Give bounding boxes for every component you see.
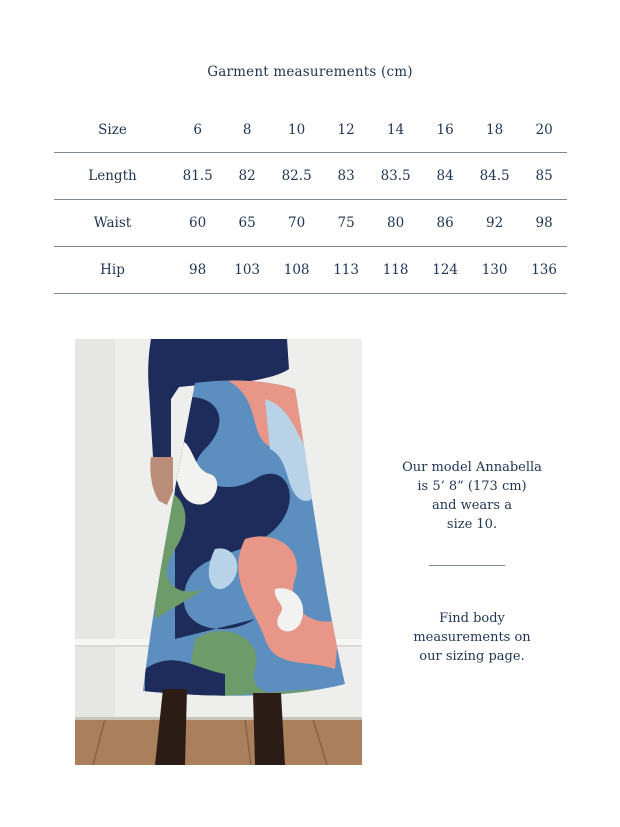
table-cell: 103	[234, 262, 261, 278]
table-cell: 130	[481, 262, 508, 278]
table-cell: 98	[535, 215, 553, 231]
row-label: Hip	[100, 262, 125, 278]
table-cell: 70	[288, 215, 306, 231]
model-note	[382, 458, 562, 534]
sizing-note-line: Find body	[439, 611, 505, 626]
table-cell: 108	[283, 262, 310, 278]
size-header-cell: 6	[193, 122, 202, 138]
table-cell: 84.5	[479, 168, 510, 184]
table-cell: 60	[189, 215, 207, 231]
sizing-note-line: measurements on	[413, 630, 531, 645]
size-header-cell: 8	[242, 122, 252, 138]
table-cell: 80	[387, 215, 405, 231]
size-header-row	[54, 108, 567, 153]
table-row-waist	[54, 200, 567, 247]
page-title: Garment measurements (cm)	[207, 64, 413, 80]
row-label: Length	[88, 168, 137, 184]
model-note-line: size 10.	[446, 517, 498, 532]
sizing-note	[382, 609, 562, 666]
size-header-label: Size	[98, 122, 127, 138]
table-cell: 136	[531, 262, 557, 278]
size-table	[54, 108, 567, 294]
table-cell: 98	[189, 262, 207, 278]
table-cell: 118	[382, 262, 409, 278]
divider	[429, 565, 505, 566]
table-row-hip	[54, 247, 567, 294]
size-header-cell: 18	[486, 122, 504, 138]
sizing-note-line: our sizing page.	[419, 649, 525, 664]
model-note-line: is 5’ 8” (173 cm)	[417, 479, 527, 494]
table-cell: 75	[337, 215, 355, 231]
model-note-line: and wears a	[432, 498, 512, 513]
size-header-cell: 20	[535, 122, 553, 138]
table-cell: 83.5	[380, 168, 411, 184]
size-header-cell: 14	[387, 122, 405, 138]
size-header-cell: 10	[288, 122, 306, 138]
table-cell: 86	[436, 215, 454, 231]
size-header-cell: 12	[337, 122, 355, 138]
table-cell: 85	[535, 168, 553, 184]
table-cell: 65	[238, 215, 256, 231]
table-cell: 124	[432, 262, 458, 278]
size-header-cell: 16	[436, 122, 454, 138]
table-row-length	[54, 153, 567, 200]
table-cell: 113	[333, 262, 359, 278]
table-cell: 83	[337, 168, 355, 184]
table-cell: 82.5	[281, 168, 312, 184]
table-cell: 84	[436, 168, 454, 184]
row-label: Waist	[93, 215, 132, 231]
table-cell: 82	[238, 168, 256, 184]
table-cell: 81.5	[182, 168, 213, 184]
table-cell: 92	[486, 215, 504, 231]
model-note-line: Our model Annabella	[402, 460, 542, 475]
model-photo	[75, 339, 362, 765]
